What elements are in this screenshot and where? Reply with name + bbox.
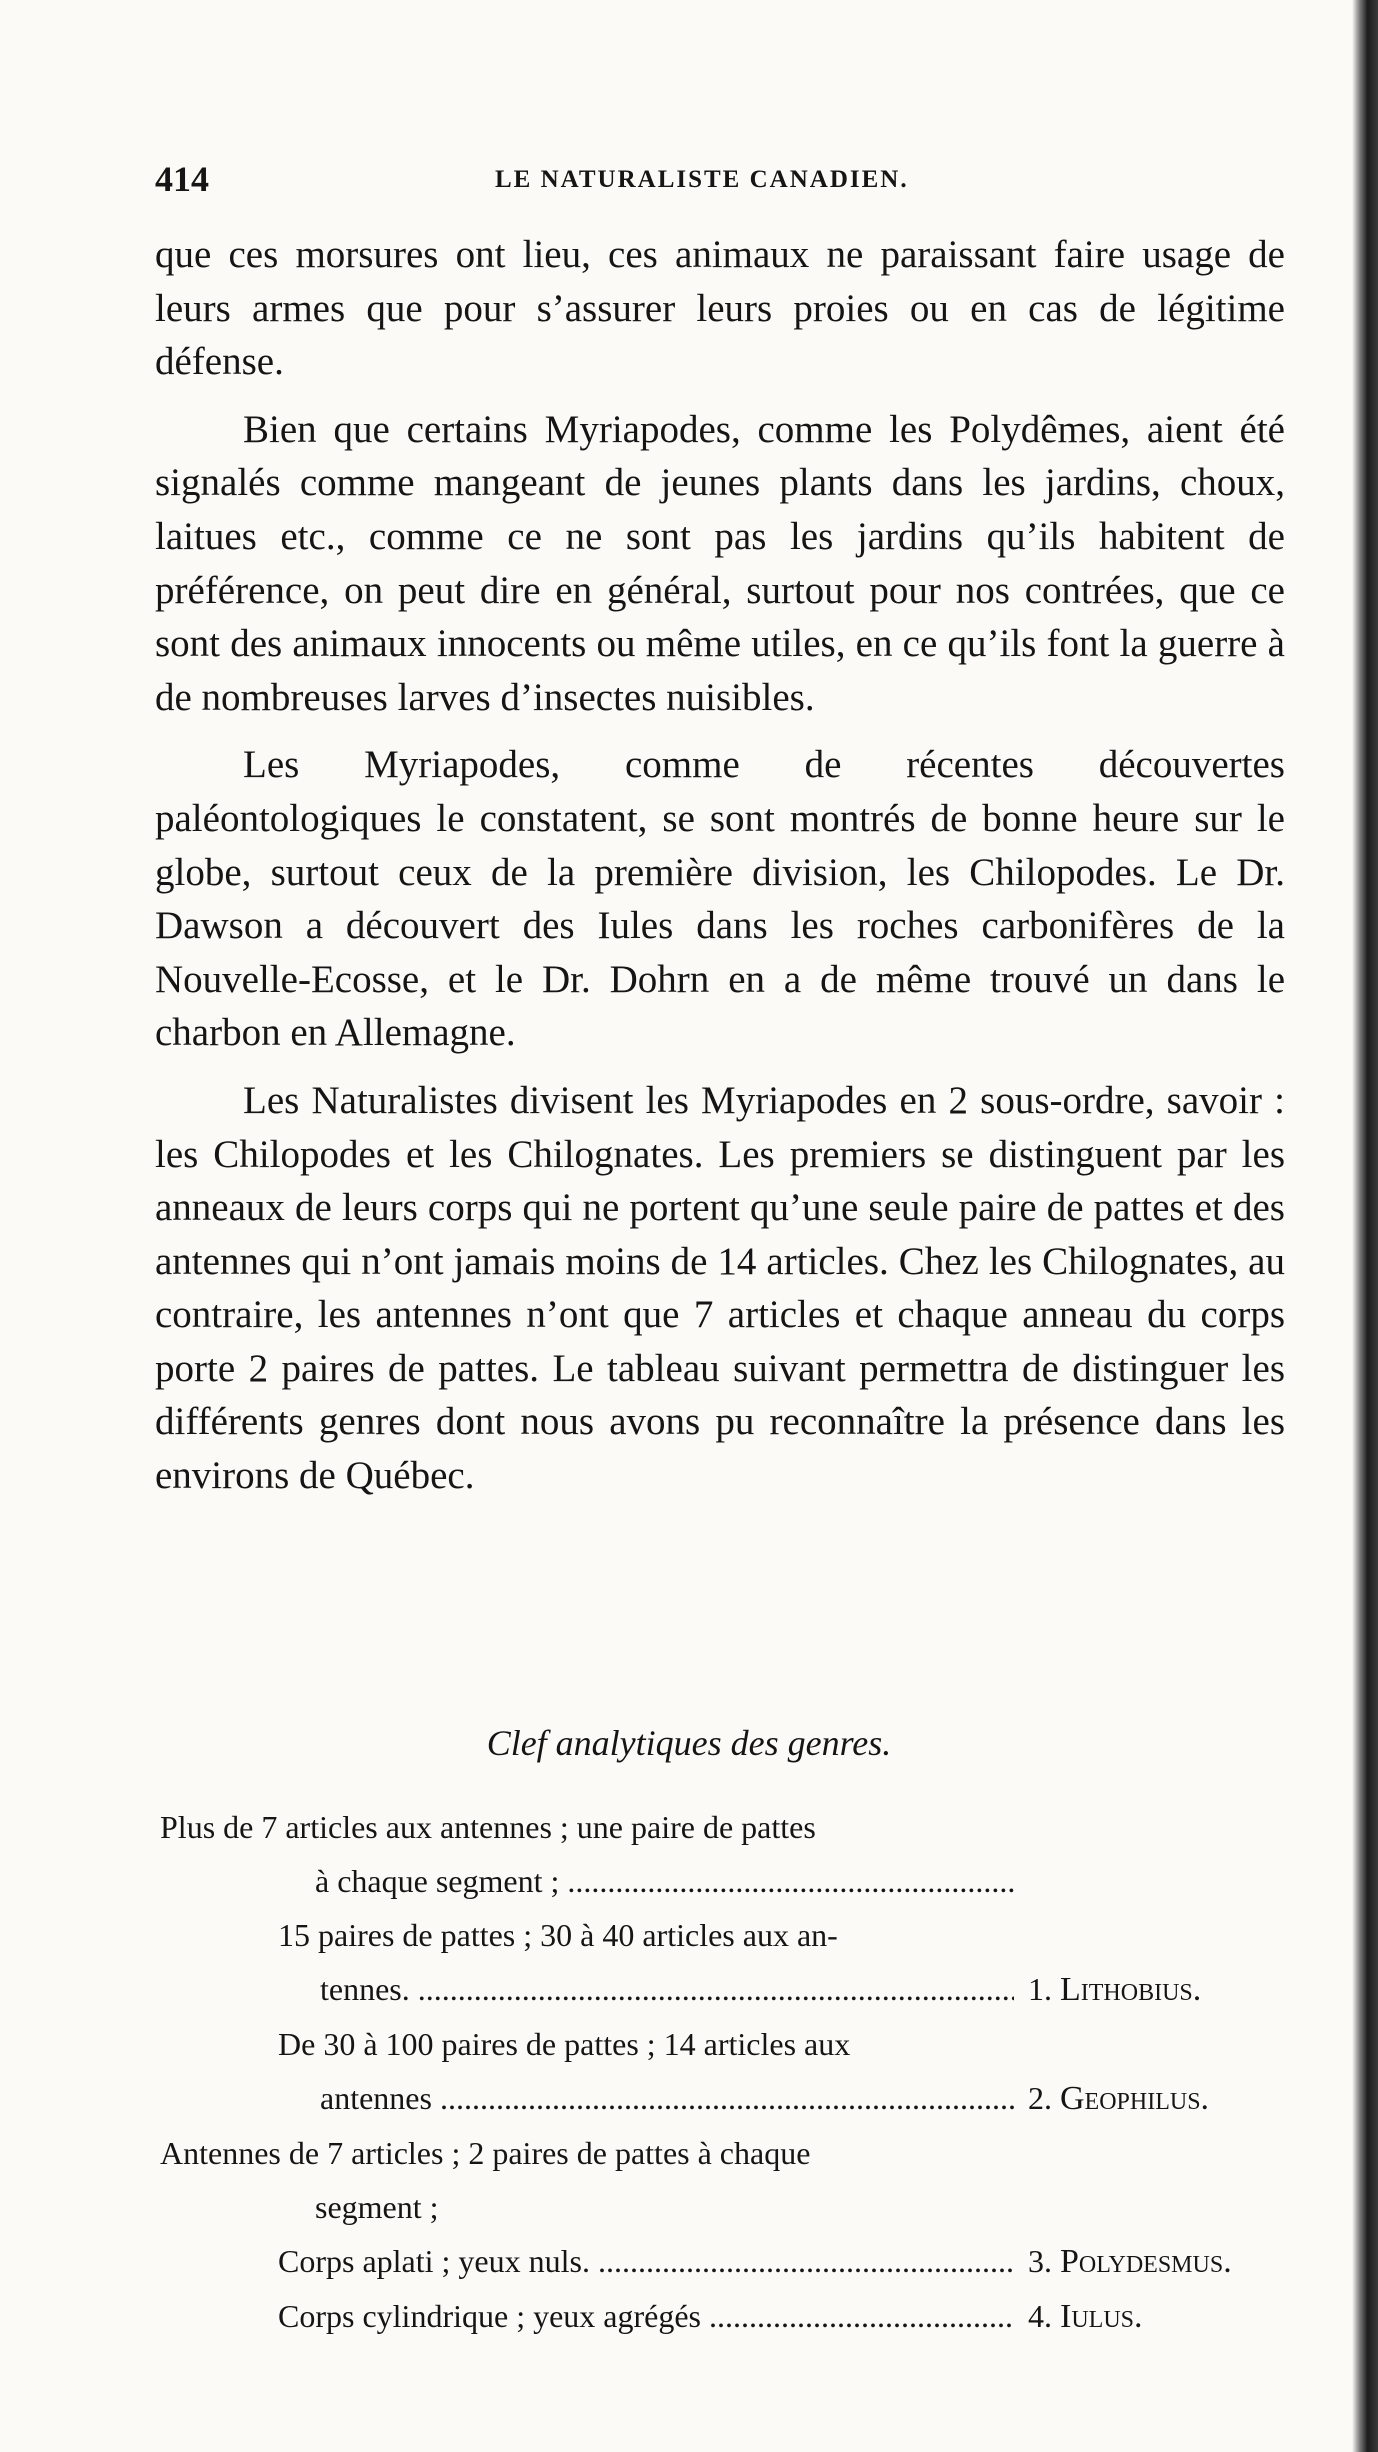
key-genus <box>1014 2234 1280 2289</box>
key-entry-text: antennes ..... <box>320 2071 1014 2125</box>
key-entry-text: Antennes de 7 articles ; 2 paires de pattes à chaque <box>160 2135 811 2171</box>
key-entry-continuation <box>160 1962 1280 2017</box>
paragraph-myriapodes-habitat: Bien que certains Myriapodes, comme les Polydêmes, aient été signalés comme mangeant de jeunes plants dans les jardins, choux, laitues etc., comme ce ne sont pas les jardins qu’ils habitent de préférence, on peut dire en général, surtout pour nos contrées, que ce sont des animaux innocents ou même utiles, en ce qu’ils font la guerre à de nombreuses larves d’insectes nuisibles. <box>155 407 1285 719</box>
key-entry <box>160 2234 1280 2289</box>
running-title: LE NATURALISTE CANADIEN. <box>495 166 909 193</box>
page-header <box>155 158 1260 198</box>
key-entry-continuation <box>160 2071 1280 2126</box>
paragraph-myriapodes-fossils: Les Myriapodes, comme de récentes découvertes paléontologiques le constatent, se sont montrés de bonne heure sur le globe, surtout ceux de la première division, les Chilopodes. Le Dr. Dawson a découvert des Iules dans les roches carbonifères de la Nouvelle-Ecosse, et le Dr. Dohrn en a de même trouvé un dans le charbon en Allemagne. <box>155 743 1285 1055</box>
key-entry <box>160 1908 1280 1962</box>
paragraph-myriapodes-classification: Les Naturalistes divisent les Myriapodes en 2 sous-ordre, savoir : les Chilopodes et les Chilognates. Les premiers se distinguent par les anneaux de leurs corps qui ne portent qu’une seule paire de pattes et des antennes qui n’ont jamais moins de 14 articles. Chez les Chilognates, au contraire, les antennes n’ont que 7 articles et chaque anneau du corps porte 2 paires de pattes. Le tableau suivant permettra de distinguer les différents genres dont nous avons pu reconnaître la présence dans les environs de Québec. <box>155 1078 1285 1498</box>
page-number: 414 <box>155 159 209 199</box>
key-entry-text: Corps aplati ; yeux nuls. ..... <box>278 2234 1014 2288</box>
page-edge-shadow <box>1352 0 1378 2452</box>
key-genus <box>1014 2289 1280 2344</box>
key-entry-text: Corps cylindrique ; yeux agrégés ..... <box>278 2289 1014 2343</box>
genus-name: Polydesmus. <box>1060 2243 1232 2280</box>
key-title: Clef analytiques des genres. <box>486 1723 892 1763</box>
key-entry <box>160 2017 1280 2071</box>
key-entry-continuation <box>160 2180 1280 2234</box>
genus-name: Geophilus. <box>1060 2080 1210 2117</box>
key-entry-continuation <box>160 1854 1280 1908</box>
key-entry-text: De 30 à 100 paires de pattes ; 14 articles aux <box>278 2026 851 2062</box>
genus-name: Lithobius. <box>1060 1971 1202 2008</box>
key-genus <box>1014 1962 1280 2017</box>
key-entry-text: à chaque segment ; ..... <box>315 1854 1014 1908</box>
genus-number: 4. <box>1028 2298 1052 2334</box>
genus-number: 3. <box>1028 2243 1052 2279</box>
key-entry-text: Plus de 7 articles aux antennes ; une paire de pattes <box>160 1809 816 1845</box>
key-entry-text: tennes. ..... <box>320 1962 1014 2016</box>
genus-number: 1. <box>1028 1971 1052 2007</box>
analytic-key <box>160 1800 1280 2344</box>
key-entry-text: segment ; <box>315 2189 439 2225</box>
key-entry <box>160 2126 1280 2180</box>
key-entry <box>160 1800 1280 1854</box>
key-entry <box>160 2289 1280 2344</box>
key-entry-text: 15 paires de pattes ; 30 à 40 articles aux an- <box>278 1917 838 1953</box>
genus-number: 2. <box>1028 2080 1052 2116</box>
key-genus <box>1014 2071 1280 2126</box>
paragraph-continuation: que ces morsures ont lieu, ces animaux ne paraissant faire usage de leurs armes que pour s’assurer leurs proies ou en cas de légitime défense. <box>155 233 1285 384</box>
body-text <box>155 228 1285 1517</box>
genus-name: Iulus. <box>1060 2298 1143 2335</box>
